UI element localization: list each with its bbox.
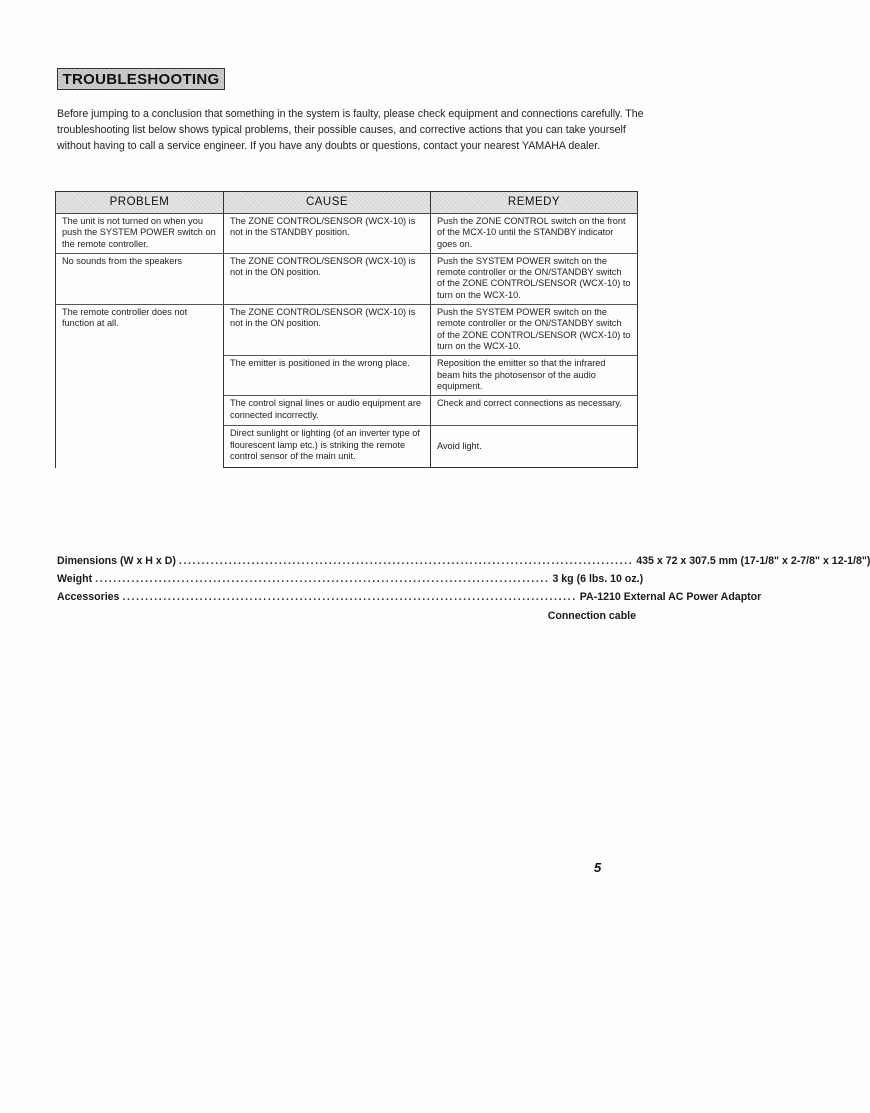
cause-cell: The ZONE CONTROL/SENSOR (WCX-10) is not in the ON position. xyxy=(224,253,431,304)
header-remedy: REMEDY xyxy=(431,192,638,214)
troubleshooting-table xyxy=(55,191,638,468)
remedy-cell: Avoid light. xyxy=(431,426,638,468)
cause-cell: The ZONE CONTROL/SENSOR (WCX-10) is not in the STANDBY position. xyxy=(224,214,431,254)
remedy-cell: Reposition the emitter so that the infrared beam hits the photosensor of the audio equipment. xyxy=(431,356,638,396)
spec-label: Accessories xyxy=(57,591,120,603)
spec-value: PA-1210 External AC Power Adaptor xyxy=(579,591,762,603)
spec-accessories xyxy=(57,591,762,607)
header-cause: CAUSE xyxy=(224,192,431,214)
header-problem: PROBLEM xyxy=(56,192,224,214)
table-row xyxy=(56,253,638,304)
cause-cell: The control signal lines or audio equipment are connected incorrectly. xyxy=(224,396,431,426)
leader-dots: .................................................................................................... xyxy=(95,573,550,585)
problem-cell: No sounds from the speakers xyxy=(56,253,224,304)
table-row xyxy=(56,305,638,356)
cause-cell: Direct sunlight or lighting (of an inverter type of flourescent lamp etc.) is striking the remote control sensor of the main unit. xyxy=(224,426,431,468)
table-row xyxy=(56,214,638,254)
spec-value: 3 kg (6 lbs. 10 oz.) xyxy=(552,573,644,585)
leader-dots: .................................................................................................... xyxy=(178,555,634,567)
cause-cell: The ZONE CONTROL/SENSOR (WCX-10) is not in the ON position. xyxy=(224,305,431,356)
remedy-cell: Push the SYSTEM POWER switch on the remote controller or the ON/STANDBY switch of the ZONE CONTROL/SENSOR (WCX-10) to turn on the WCX-10. xyxy=(431,305,638,356)
spec-value: 435 x 72 x 307.5 mm (17-1/8" x 2-7/8" x 12-1/8") xyxy=(636,555,870,567)
page-number: 5 xyxy=(594,860,602,875)
leader-dots: .................................................................................................... xyxy=(122,591,577,603)
intro-paragraph: Before jumping to a conclusion that something in the system is faulty, please check equipment and connections carefully. The troubleshooting list below shows typical problems, their possible causes, and corrective actions that you can take yourself without having to call a service engineer. If you have any doubts or questions, contact your nearest YAMAHA dealer. xyxy=(57,108,644,152)
table-header-row xyxy=(56,192,638,214)
section-title-box xyxy=(57,68,225,90)
remedy-cell: Check and correct connections as necessary. xyxy=(431,396,638,426)
problem-cell: The remote controller does not function at all. xyxy=(56,305,224,468)
spec-weight xyxy=(57,573,644,589)
spec-dimensions xyxy=(57,555,870,571)
remedy-cell: Push the ZONE CONTROL switch on the front of the MCX-10 until the STANDBY indicator goes on. xyxy=(431,214,638,254)
section-title: TROUBLESHOOTING xyxy=(62,70,220,88)
spec-label: Weight xyxy=(57,573,93,585)
cause-cell: The emitter is positioned in the wrong place. xyxy=(224,356,431,396)
remedy-cell: Push the SYSTEM POWER switch on the remote controller or the ON/STANDBY switch of the ZONE CONTROL/SENSOR (WCX-10) to turn on the WCX-10. xyxy=(431,253,638,304)
spec-accessories-value-2: Connection cable xyxy=(547,610,636,622)
spec-label: Dimensions (W x H x D) xyxy=(57,555,176,567)
problem-cell: The unit is not turned on when you push the SYSTEM POWER switch on the remote controller. xyxy=(56,214,224,254)
